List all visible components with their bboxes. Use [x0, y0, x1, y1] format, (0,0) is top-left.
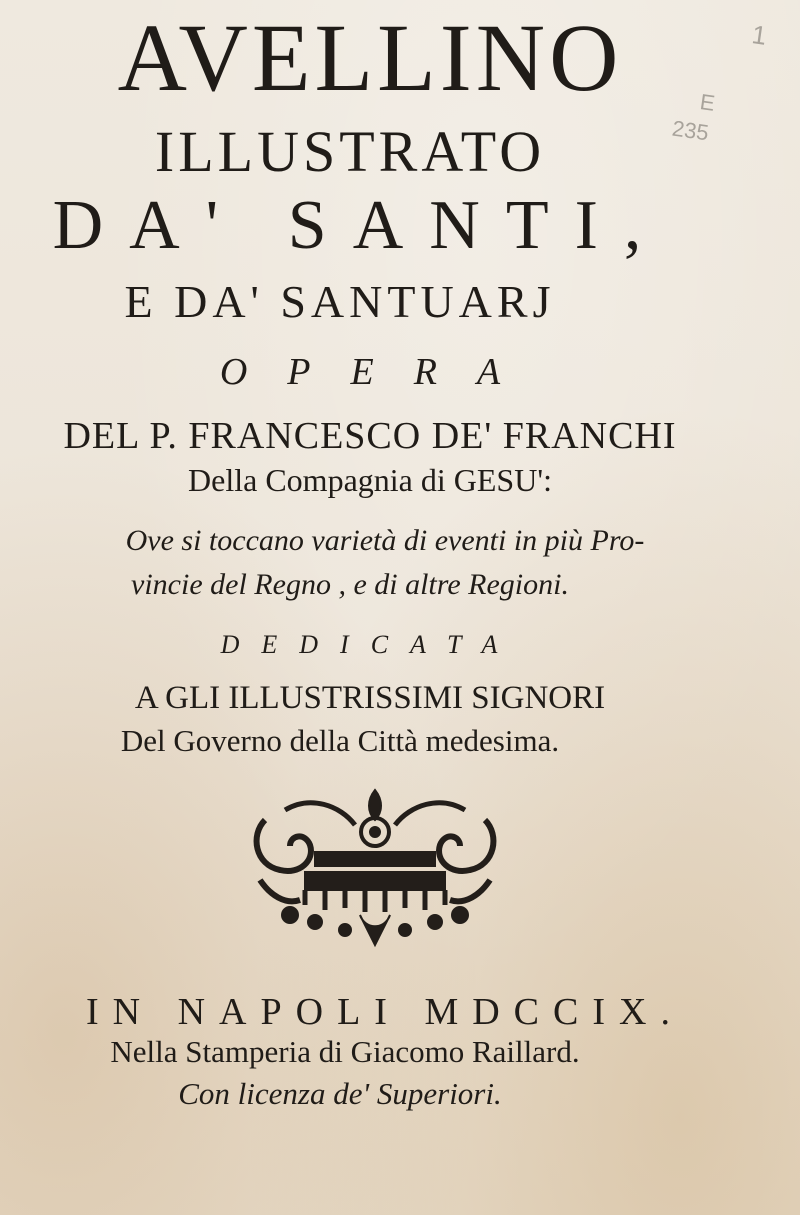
author-line: DEL P. FRANCESCO DE' FRANCHI	[63, 415, 677, 457]
pencil-note-mark: 1	[750, 19, 769, 51]
dedicatees-line-2: Del Governo della Città medesima.	[120, 723, 560, 758]
dedicatees-line-1: A GLI ILLUSTRISSIMI SIGNORI	[134, 680, 606, 716]
title-line-3: DA' SANTI,	[52, 187, 668, 264]
title-line-2: ILLUSTRATO	[154, 119, 546, 184]
title-line-4: E DA' SANTUARJ	[124, 276, 556, 327]
dedication-label: DEDICATA	[220, 630, 520, 659]
pencil-note-number: 235	[670, 115, 711, 146]
description-line-1: Ove si toccano varietà di eventi in più Pro-	[125, 524, 645, 557]
opera-label: OPERA	[219, 351, 541, 393]
description-line-2: vincie del Regno , e di altre Regioni.	[131, 568, 569, 601]
book-title: AVELLINO	[117, 4, 623, 111]
pencil-note-letter: E	[698, 89, 717, 116]
author-order: Della Compagnia di GESU':	[188, 462, 552, 498]
printers-ornament-icon	[245, 780, 505, 955]
imprint-printer: Nella Stamperia di Giacomo Raillard.	[110, 1034, 580, 1069]
imprint-place-date: IN NAPOLI MDCCIX.	[86, 991, 684, 1033]
imprint-license: Con licenza de' Superiori.	[178, 1076, 502, 1111]
